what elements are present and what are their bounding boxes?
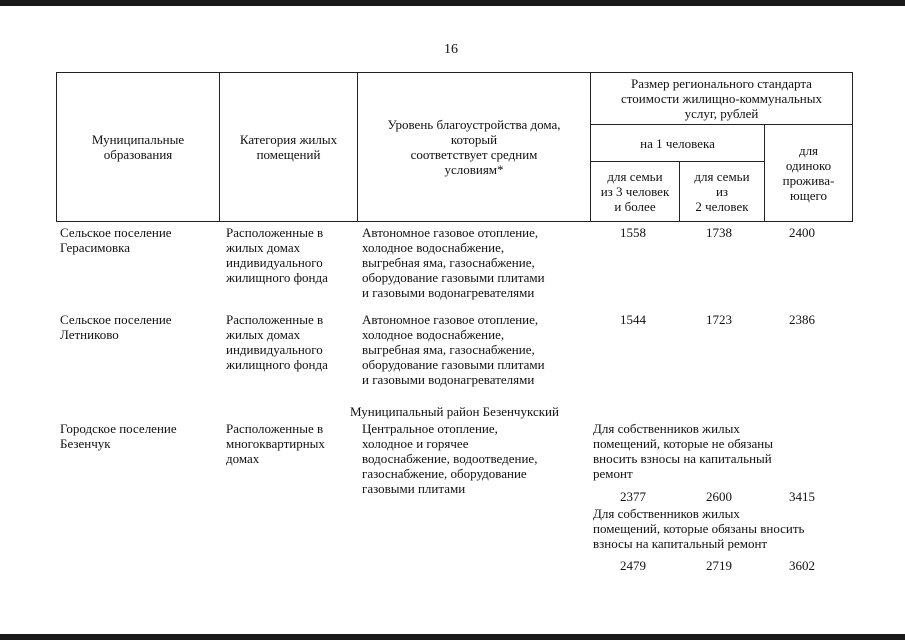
- top-border-rule: [0, 0, 905, 6]
- header-family2: для семьи из 2 человек: [680, 162, 765, 222]
- level-cell: Центральное отопление, холодное и горячее водоснабжение, водоотведение, газоснабжение, оборудование газовыми плитами: [362, 421, 538, 496]
- category-cell: Расположенные в жилых домах индивидуального жилищного фонда: [226, 225, 328, 285]
- note-with-capital-repair: Для собственников жилых помещений, которые обязаны вносить взносы на капитальный ремонт: [593, 506, 805, 551]
- value-single: 2386: [789, 312, 815, 327]
- page-number: 16: [444, 42, 458, 57]
- municipality-cell: Сельское поселение Летниково: [60, 312, 172, 342]
- bottom-border-rule: [0, 634, 905, 640]
- value-single: 3602: [789, 558, 815, 573]
- section-title: Муниципальный район Безенчукский: [350, 404, 559, 419]
- header-single: для одиноко прожива- ющего: [765, 125, 853, 222]
- municipality-cell: Городское поселение Безенчук: [60, 421, 177, 451]
- value-single: 3415: [789, 489, 815, 504]
- header-municipality: Муниципальные образования: [57, 73, 220, 222]
- value-family3: 2479: [620, 558, 646, 573]
- table-header: [56, 72, 853, 222]
- level-cell: Автономное газовое отопление, холодное водоснабжение, выгребная яма, газоснабжение, оборудование газовыми плитами и газовыми водонагревателями: [362, 225, 545, 300]
- value-family2: 1723: [706, 312, 732, 327]
- value-family3: 2377: [620, 489, 646, 504]
- value-family3: 1558: [620, 225, 646, 240]
- value-family2: 2719: [706, 558, 732, 573]
- value-family2: 1738: [706, 225, 732, 240]
- category-cell: Расположенные в многоквартирных домах: [226, 421, 325, 466]
- header-level: Уровень благоустройства дома, который соответствует средним условиям*: [358, 73, 591, 222]
- header-standard: Размер регионального стандарта стоимости жилищно-коммунальных услуг, рублей: [591, 73, 853, 125]
- note-no-capital-repair: Для собственников жилых помещений, которые не обязаны вносить взносы на капитальный ремонт: [593, 421, 773, 481]
- municipality-cell: Сельское поселение Герасимовка: [60, 225, 172, 255]
- level-cell: Автономное газовое отопление, холодное водоснабжение, выгребная яма, газоснабжение, оборудование газовыми плитами и газовыми водонагревателями: [362, 312, 545, 387]
- header-per-person: на 1 человека: [591, 125, 765, 162]
- header-category: Категория жилых помещений: [220, 73, 358, 222]
- category-cell: Расположенные в жилых домах индивидуального жилищного фонда: [226, 312, 328, 372]
- value-family2: 2600: [706, 489, 732, 504]
- value-family3: 1544: [620, 312, 646, 327]
- value-single: 2400: [789, 225, 815, 240]
- header-family3: для семьи из 3 человек и более: [591, 162, 680, 222]
